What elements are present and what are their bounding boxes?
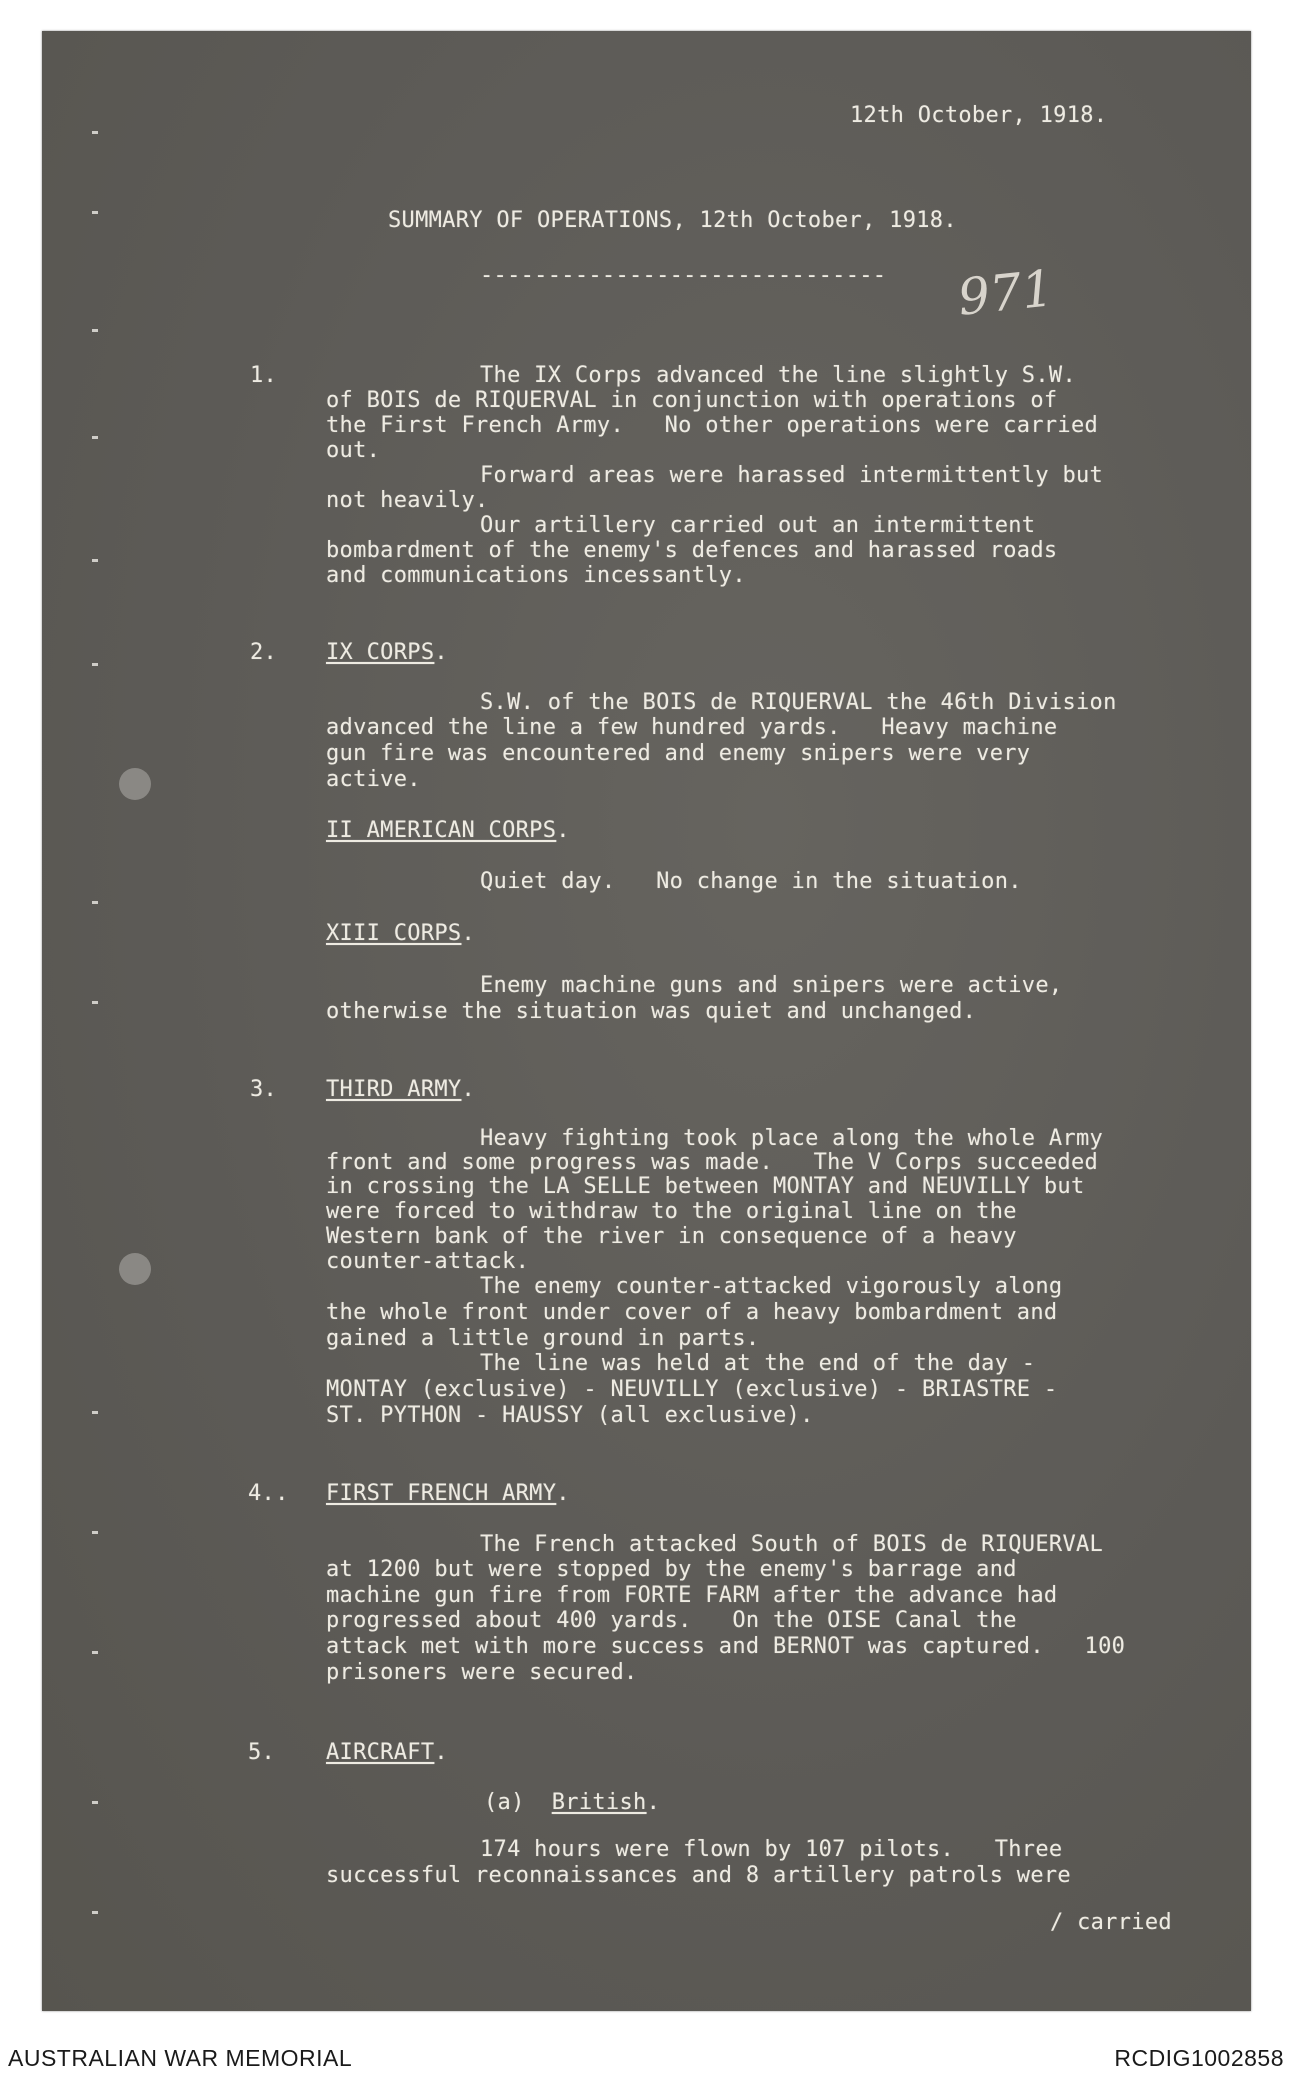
section-2-line: active. <box>326 767 421 792</box>
section-3-line: the whole front under cover of a heavy bombardment and <box>326 1300 1058 1325</box>
punch-hole <box>119 768 151 800</box>
section-1-line: of BOIS de RIQUERVAL in conjunction with operations of <box>326 388 1058 413</box>
section-1-line: not heavily. <box>326 488 489 513</box>
section-1-line: and communications incessantly. <box>326 563 746 588</box>
edge-mark <box>92 663 98 666</box>
subsection-heading: British <box>551 1790 647 1815</box>
section-2-subheading-line: XIII CORPS. <box>326 921 475 946</box>
section-5-heading: AIRCRAFT <box>326 1740 435 1765</box>
section-2-line: gun fire was encountered and enemy snipers were very <box>326 741 1031 766</box>
title-rule: ------------------------------ <box>480 263 887 288</box>
section-5-subsection-line: (a) British. <box>484 1790 661 1815</box>
section-4-number: 4.. <box>248 1481 289 1506</box>
section-3-heading-line: THIRD ARMY. <box>326 1077 475 1102</box>
edge-mark <box>92 1411 98 1414</box>
section-2-line: Enemy machine guns and snipers were active, <box>480 973 1063 998</box>
section-2-heading: IX CORPS <box>326 640 435 665</box>
edge-mark <box>92 1801 98 1804</box>
section-1-line: the First French Army. No other operations were carried <box>326 413 1099 438</box>
xiii-corps-heading: XIII CORPS <box>326 921 462 946</box>
section-3-line: MONTAY (exclusive) - NEUVILLY (exclusive) - BRIASTRE - <box>326 1377 1058 1402</box>
edge-mark <box>92 211 98 214</box>
section-3-line: gained a little ground in parts. <box>326 1326 760 1351</box>
section-5-heading-line: AIRCRAFT. <box>326 1740 448 1765</box>
edge-mark <box>92 1651 98 1654</box>
edge-mark <box>92 559 98 562</box>
section-1-line: Forward areas were harassed intermittently but <box>480 463 1104 488</box>
section-3-line: The line was held at the end of the day - <box>480 1351 1036 1376</box>
ii-american-corps-heading: II AMERICAN CORPS <box>326 818 557 843</box>
edge-mark <box>92 1911 98 1914</box>
catchword: / carried <box>1050 1910 1172 1935</box>
section-3-line: counter-attack. <box>326 1249 530 1274</box>
section-3-heading: THIRD ARMY <box>326 1077 462 1102</box>
edge-mark <box>92 1531 98 1534</box>
punch-hole <box>119 1253 151 1285</box>
footer-record-id: RCDIG1002858 <box>1114 2045 1284 2071</box>
section-3-number: 3. <box>250 1077 278 1102</box>
section-4-line: attack met with more success and BERNOT was captured. 100 <box>326 1634 1126 1659</box>
section-5-line: 174 hours were flown by 107 pilots. Three <box>480 1837 1063 1862</box>
section-4-line: at 1200 but were stopped by the enemy's barrage and <box>326 1557 1017 1582</box>
section-2-line: otherwise the situation was quiet and unchanged. <box>326 999 977 1024</box>
section-3-line: front and some progress was made. The V Corps succeeded <box>326 1150 1099 1175</box>
section-1-line: The IX Corps advanced the line slightly S.W. <box>480 363 1076 388</box>
section-3-line: Western bank of the river in consequence of a heavy <box>326 1224 1017 1249</box>
section-2-line: S.W. of the BOIS de RIQUERVAL the 46th Division <box>480 690 1117 715</box>
document-date: 12th October, 1918. <box>850 103 1108 128</box>
section-5-number: 5. <box>248 1740 276 1765</box>
pencil-annotation: 971 <box>955 259 1057 327</box>
section-2-subheading-line: II AMERICAN CORPS. <box>326 818 570 843</box>
section-4-line: prisoners were secured. <box>326 1660 638 1685</box>
section-3-line: Heavy fighting took place along the whole Army <box>480 1126 1104 1151</box>
edge-mark <box>92 329 98 332</box>
edge-mark <box>92 1001 98 1004</box>
section-4-heading: FIRST FRENCH ARMY <box>326 1481 557 1506</box>
edge-mark <box>92 131 98 134</box>
section-4-line: machine gun fire from FORTE FARM after the advance had <box>326 1583 1058 1608</box>
subsection-number: (a) <box>484 1790 525 1815</box>
edge-mark <box>92 436 98 439</box>
section-1-number: 1. <box>250 363 278 388</box>
section-1-line: out. <box>326 438 381 463</box>
section-4-line: progressed about 400 yards. On the OISE Canal the <box>326 1608 1017 1633</box>
document-title: SUMMARY OF OPERATIONS, 12th October, 1918. <box>388 208 957 233</box>
section-4-heading-line: FIRST FRENCH ARMY. <box>326 1481 570 1506</box>
edge-mark <box>92 901 98 904</box>
section-2-number: 2. <box>250 640 278 665</box>
section-3-line: in crossing the LA SELLE between MONTAY and NEUVILLY but <box>326 1174 1085 1199</box>
section-3-line: The enemy counter-attacked vigorously along <box>480 1274 1063 1299</box>
section-3-line: were forced to withdraw to the original line on the <box>326 1199 1017 1224</box>
footer-institution: AUSTRALIAN WAR MEMORIAL <box>8 2045 353 2071</box>
section-2-heading-line: IX CORPS. <box>326 640 448 665</box>
section-1-line: Our artillery carried out an intermittent <box>480 513 1036 538</box>
section-2-line: advanced the line a few hundred yards. Heavy machine <box>326 715 1058 740</box>
section-5-line: successful reconnaissances and 8 artillery patrols were <box>326 1863 1071 1888</box>
section-3-line: ST. PYTHON - HAUSSY (all exclusive). <box>326 1403 814 1428</box>
section-1-line: bombardment of the enemy's defences and harassed roads <box>326 538 1058 563</box>
section-2-line: Quiet day. No change in the situation. <box>480 869 1022 894</box>
section-4-line: The French attacked South of BOIS de RIQUERVAL <box>480 1532 1104 1557</box>
